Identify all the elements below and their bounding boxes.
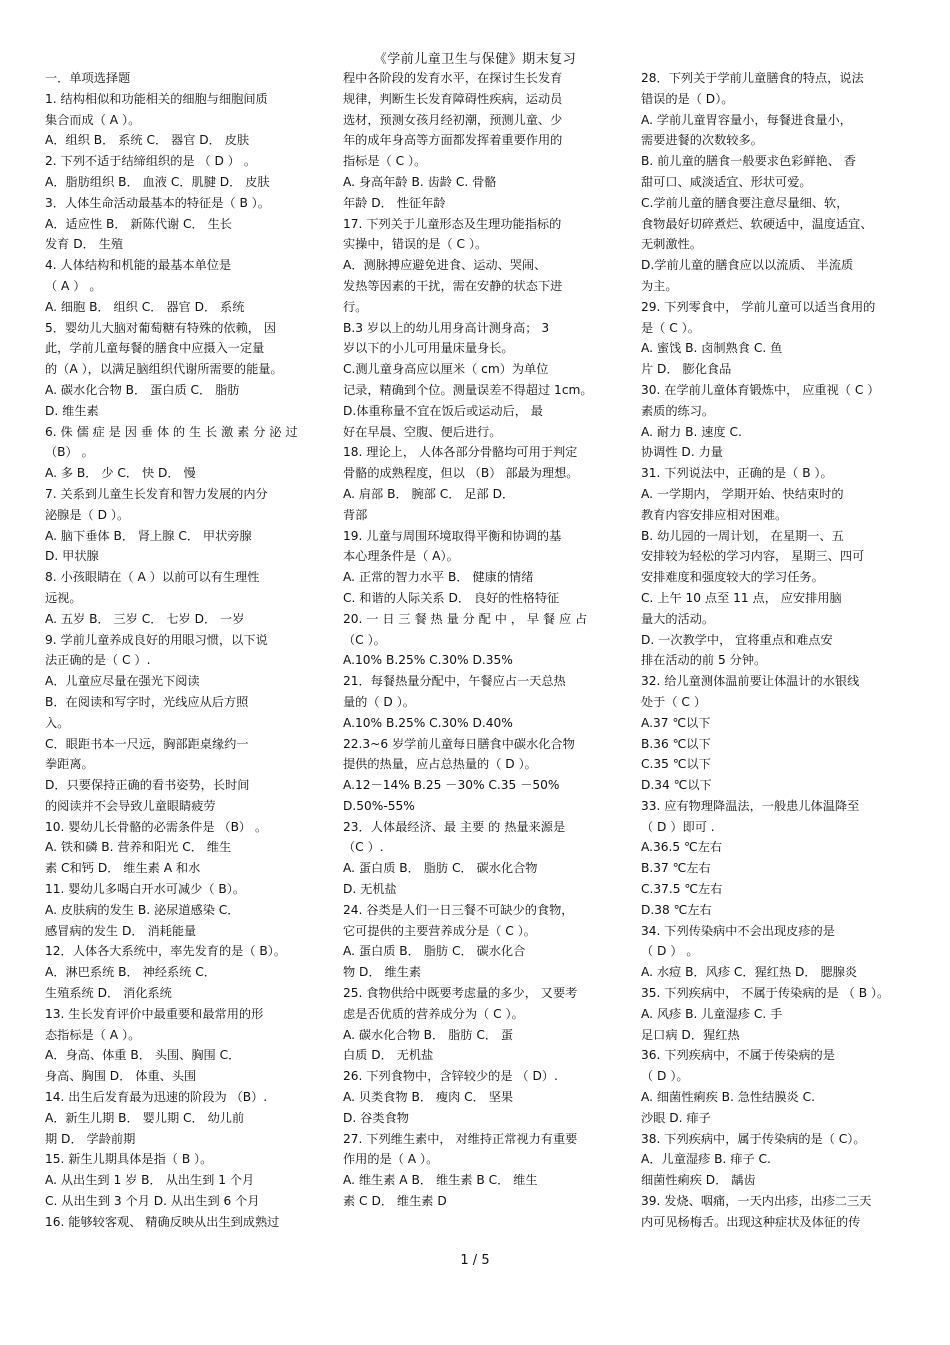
text-line: A. 维生素 A B． 维生素 B C． 维生: [343, 1173, 538, 1188]
text-line: A．身高、体重 B． 头围、胸围 C．: [45, 1048, 241, 1063]
text-line: 年龄 D． 性征年龄: [343, 195, 446, 210]
text-line: 发育 D． 生殖: [45, 237, 124, 252]
text-line: 量大的活动。: [641, 611, 715, 626]
text-line: D.34 ℃以下: [641, 778, 712, 793]
text-line: A. 细胞 B． 组织 C． 器官 D． 系统: [45, 299, 245, 314]
text-line: 2. 下列不适于结缔组织的是 （ D ） 。: [45, 154, 257, 169]
text-line: 的（A ），以满足脑组织代谢所需要的能量。: [45, 362, 283, 377]
text-line: 态指标是（ A ）。: [45, 1027, 141, 1042]
text-line: 31. 下列说法中，正确的是（ B ）。: [641, 466, 833, 481]
text-line: 足口病 D．猩红热: [641, 1027, 740, 1042]
text-line: A. 细菌性痢疾 B. 急性结膜炎 C.: [641, 1090, 815, 1105]
text-line: 素 C和钙 D． 维生素 A 和水: [45, 861, 201, 876]
text-line: D. 维生素: [45, 403, 99, 418]
text-line: 20. 一 日 三 餐 热 量 分 配 中 ， 早 餐 应 占: [343, 611, 588, 626]
text-line: 24. 谷类是人们一日三餐不可缺少的食物，: [343, 902, 574, 917]
page-number: 1 / 5: [460, 1253, 490, 1268]
text-line: 13. 生长发育评价中最重要和最常用的形: [45, 1006, 264, 1021]
text-line: 发热等因素的干扰，需在安静的状态下进: [343, 278, 563, 293]
text-line: D.50%-55%: [343, 798, 415, 813]
text-line: （C ）.: [343, 840, 384, 855]
text-line: D. 一次教学中， 宜将重点和难点安: [641, 632, 833, 647]
text-line: A. 正常的智力水平 B． 健康的情绪: [343, 570, 534, 585]
text-line: 作用的是（ A ）。: [343, 1152, 439, 1167]
text-line: C．眼距书本一尺远，胸部距桌缘约一: [45, 736, 249, 751]
text-line: （B） 。: [45, 445, 94, 460]
text-line: A. 学前儿童胃容量小，每餐进食量小，: [641, 112, 852, 127]
text-line: B.37 ℃左右: [641, 861, 711, 876]
text-line: A.37 ℃以下: [641, 715, 711, 730]
text-line: B.36 ℃以下: [641, 736, 711, 751]
text-line: 期 D． 学龄前期: [45, 1131, 136, 1146]
text-line: 的阅读并不会导致儿童眼睛疲劳: [45, 798, 216, 813]
text-line: 26. 下列食物中，含锌较少的是 （ D）.: [343, 1069, 558, 1084]
text-line: A．儿童应尽量在强光下阅读: [45, 674, 200, 689]
text-line: B. 前儿童的膳食一般要求色彩鲜艳、 香: [641, 154, 856, 169]
text-line: D. 甲状腺: [45, 549, 99, 564]
text-line: 量的（ D ）。: [343, 694, 415, 709]
text-line: 28．下列关于学前儿童膳食的特点，说法: [641, 71, 864, 85]
text-line: A. 蜜饯 B. 卤制熟食 C. 鱼: [641, 341, 783, 356]
text-line: 生殖系统 D． 消化系统: [45, 986, 172, 1001]
text-line: 白质 D． 无机盐: [343, 1048, 434, 1063]
text-line: 拳距离。: [45, 757, 94, 772]
text-line: 虑是否优质的营养成分为（ C ）。: [343, 1006, 524, 1021]
text-line: 好在早晨、空腹、便后进行。: [343, 424, 502, 439]
text-line: B. 幼儿园的一周计划， 在星期一、五: [641, 528, 844, 543]
text-line: 甜可口、咸淡适宜、形状可爱。: [641, 174, 812, 189]
text-line: A.10% B.25% C.30% D.35%: [343, 653, 513, 668]
column-1: [45, 68, 313, 1233]
text-line: 泌腺是（ D ）。: [45, 507, 130, 522]
text-line: A.36.5 ℃左右: [641, 840, 723, 855]
text-line: 排在活动的前 5 分钟。: [641, 653, 767, 668]
text-line: 4. 人体结构和机能的最基本单位是: [45, 258, 232, 273]
text-line: 远视。: [45, 590, 82, 605]
text-line: 39. 发烧、咽痛，一天内出疹，出疹二三天: [641, 1194, 872, 1209]
text-line: 教育内容安排应相对困难。: [641, 507, 788, 522]
text-line: 32. 给儿童测体温前要让体温计的水银线: [641, 674, 860, 689]
text-line: 程中各阶段的发育水平，在探讨生长发育: [343, 71, 563, 85]
text-line: （ D ）。: [641, 1069, 689, 1084]
text-line: 片 D． 膨化食品: [641, 362, 732, 377]
text-line: A. 从出生到 1 岁 B． 从出生到 1 个月: [45, 1173, 255, 1188]
text-line: 本心理条件是（ A）。: [343, 549, 459, 564]
text-line: 无刺激性。: [641, 237, 702, 252]
text-line: 年的成年身高等方面都发挥着重要作用的: [343, 133, 563, 148]
text-line: A. 水痘 B．风疹 C．猩红热 D． 腮腺炎: [641, 965, 858, 980]
text-line: 素质的练习。: [641, 403, 715, 418]
text-line: 16. 能够较客观、 精确反映从出生到成熟过: [45, 1214, 280, 1229]
text-line: 1. 结构相似和功能相关的细胞与细胞间质: [45, 91, 268, 106]
text-line: A．儿童湿疹 B. 痱子 C.: [641, 1152, 771, 1167]
text-line: A. 耐力 B. 速度 C.: [641, 424, 742, 439]
text-line: A.10% B.25% C.30% D.40%: [343, 715, 513, 730]
text-line: 安排难度和强度较大的学习任务。: [641, 570, 824, 585]
text-line: 背部: [343, 507, 368, 522]
text-line: C. 上午 10 点至 11 点， 应安排用脑: [641, 590, 842, 605]
text-line: A. 皮肤病的发生 B. 泌尿道感染 C．: [45, 902, 240, 917]
column-2: [343, 68, 611, 1212]
text-line: A. 蛋白质 B． 脂肪 C． 碳水化合物: [343, 861, 538, 876]
text-line: A．新生儿期 B． 婴儿期 C． 幼儿前: [45, 1110, 245, 1125]
text-line: C. 从出生到 3 个月 D. 从出生到 6 个月: [45, 1194, 260, 1209]
page-title: 《学前儿童卫生与保健》期末复习: [373, 52, 577, 67]
text-line: C.学前儿童的膳食要注意尽量细、软，: [641, 195, 849, 210]
text-line: 14. 出生后发育最为迅速的阶段为 （B）.: [45, 1090, 268, 1105]
text-line: D.38 ℃左右: [641, 902, 712, 917]
text-line: A. 脑下垂体 B． 肾上腺 C． 甲状旁腺: [45, 528, 252, 543]
text-line: （ D ）即可 .: [641, 819, 715, 834]
text-line: A．脂肪组织 B． 血液 C．肌腱 D． 皮肤: [45, 174, 270, 189]
text-line: 入。: [45, 715, 70, 730]
text-line: 骨骼的成熟程度，但以 （B） 部最为理想。: [343, 466, 579, 481]
text-line: 8. 小孩眼睛在（ A ）以前可以有生理性: [45, 570, 260, 585]
text-line: 素 C D． 维生素 D: [343, 1194, 447, 1209]
text-line: C.37.5 ℃左右: [641, 882, 723, 897]
text-line: D.体重称量不宜在饭后或运动后， 最: [343, 403, 543, 418]
text-line: 38. 下列疾病中，属于传染病的是（ C）。: [641, 1131, 866, 1146]
text-line: 一．单项选择题: [45, 71, 131, 85]
text-line: D．只要保持正确的看书姿势，长时间: [45, 778, 250, 793]
text-line: 沙眼 D. 痱子: [641, 1110, 711, 1125]
text-line: A. 一学期内， 学期开始、快结束时的: [641, 486, 844, 501]
text-line: 19. 儿童与周围环境取得平衡和协调的基: [343, 528, 562, 543]
text-line: A．组织 B． 系统 C． 器官 D． 皮肤: [45, 133, 250, 148]
text-line: A．测脉搏应避免进食、运动、哭闹、: [343, 258, 547, 273]
text-line: 内可见杨梅舌。出现这种症状及体征的传: [641, 1214, 861, 1229]
text-line: 12．人体各大系统中，率先发育的是（ B）。: [45, 944, 287, 959]
text-line: A. 多 B． 少 C． 快 D． 慢: [45, 466, 196, 481]
text-line: 10. 婴幼儿长骨骼的必需条件是 （B） 。: [45, 819, 268, 834]
text-line: A. 碳水化合物 B． 蛋白质 C． 脂肪: [45, 382, 240, 397]
text-line: C.35 ℃以下: [641, 757, 711, 772]
text-line: A．淋巴系统 B． 神经系统 C．: [45, 965, 216, 980]
text-line: 物 D． 维生素: [343, 965, 422, 980]
text-line: 安排较为轻松的学习内容， 星期三、四可: [641, 549, 865, 564]
text-line: B.3 岁以上的幼儿用身高计测身高； 3: [343, 320, 550, 335]
text-line: B．在阅读和写字时，光线应从后方照: [45, 694, 249, 709]
text-line: 细菌性痢疾 D． 龋齿: [641, 1173, 756, 1188]
text-line: 规律，判断生长发育障碍性疾病，运动员: [343, 91, 563, 106]
text-line: A. 身高年龄 B. 齿龄 C. 骨骼: [343, 174, 497, 189]
text-line: A.12－14% B.25 －30% C.35 －50%: [343, 778, 560, 793]
text-line: C. 和谐的人际关系 D． 良好的性格特征: [343, 590, 560, 605]
text-line: 处于（ C ）: [641, 694, 707, 709]
text-line: 5．婴幼儿大脑对葡萄糖有特殊的依赖， 因: [45, 320, 277, 335]
text-line: 食物最好切碎煮烂、软硬适中，温度适宜、: [641, 216, 873, 231]
text-line: 35. 下列疾病中， 不属于传染病的是 （ B ）。: [641, 986, 890, 1001]
text-line: 15. 新生儿期具体是指（ B ）。: [45, 1152, 213, 1167]
text-line: A. 风疹 B. 儿童湿疹 C. 手: [641, 1006, 783, 1021]
text-line: 34. 下列传染病中不会出现皮疹的是: [641, 923, 835, 938]
text-line: 协调性 D. 力量: [641, 445, 723, 460]
text-line: 指标是（ C ）。: [343, 154, 427, 169]
text-line: 行。: [343, 299, 368, 314]
text-line: D.学前儿童的膳食应以以流质、 半流质: [641, 258, 854, 273]
text-line: 错误的是（ D）。: [641, 91, 734, 106]
text-line: A. 铁和磷 B. 营养和阳光 C． 维生: [45, 840, 232, 855]
text-line: 为主。: [641, 278, 678, 293]
text-line: 实操中，错误的是（ C ）。: [343, 237, 488, 252]
text-line: 36. 下列疾病中，不属于传染病的是: [641, 1048, 835, 1063]
text-line: 感冒病的发生 D． 消耗能量: [45, 923, 197, 938]
text-line: C.测儿童身高应以厘米（ cm）为单位: [343, 362, 549, 377]
text-line: （C ）。: [343, 632, 386, 647]
text-line: 法正确的是（ C ）.: [45, 653, 151, 668]
text-line: A. 贝类食物 B． 瘦肉 C． 坚果: [343, 1090, 514, 1105]
text-line: D. 谷类食物: [343, 1110, 409, 1125]
text-line: 27. 下列维生素中， 对维持正常视力有重要: [343, 1131, 578, 1146]
text-line: A．适应性 B． 新陈代谢 C． 生长: [45, 216, 232, 231]
text-line: 岁以下的小儿可用量床量身长。: [343, 341, 514, 356]
text-line: 3．人体生命活动最基本的特征是（ B ）。: [45, 195, 270, 210]
text-line: （ D ） 。: [641, 944, 699, 959]
text-line: 17. 下列关于儿童形态及生理功能指标的: [343, 216, 562, 231]
text-line: 集合而成（ A ）。: [45, 112, 141, 127]
text-line: A. 五岁 B． 三岁 C． 七岁 D． 一岁: [45, 611, 245, 626]
text-line: 11. 婴幼儿多喝白开水可减少（ B）。: [45, 882, 246, 897]
text-line: 它可提供的主要营养成分是（ C ）。: [343, 923, 536, 938]
text-line: 21．每餐热量分配中，午餐应占一天总热: [343, 674, 566, 689]
text-line: 6. 侏 儒 症 是 因 垂 体 的 生 长 激 素 分 泌 过: [45, 424, 298, 439]
text-line: 9. 学前儿童养成良好的用眼习惯，以下说: [45, 632, 268, 647]
text-line: A. 肩部 B． 腕部 C． 足部 D．: [343, 486, 515, 501]
column-3: [641, 68, 909, 1233]
text-line: 22.3~6 岁学前儿童每日膳食中碳水化合物: [343, 736, 575, 751]
text-line: A. 蛋白质 B． 脂肪 C． 碳水化合: [343, 944, 526, 959]
text-line: A. 碳水化合物 B． 脂肪 C． 蛋: [343, 1027, 514, 1042]
text-line: 提供的热量，应占总热量的（ D ）。: [343, 757, 537, 772]
text-line: D. 无机盐: [343, 882, 397, 897]
text-line: 25. 食物供给中既要考虑量的多少， 又要考: [343, 986, 578, 1001]
text-line: 7. 关系到儿童生长发育和智力发展的内分: [45, 486, 268, 501]
text-line: 此，学前儿童每餐的膳食中应摄入一定量: [45, 341, 265, 356]
text-line: 记录，精确到个位。测量误差不得超过 1cm。: [343, 382, 593, 397]
text-line: 30. 在学前儿童体育锻炼中， 应重视（ C ）: [641, 382, 880, 397]
text-line: 33. 应有物理降温法，一般患儿体温降至: [641, 798, 860, 813]
text-line: 18. 理论上， 人体各部分骨骼均可用于判定: [343, 445, 578, 460]
text-line: 23．人体最经济、最 主要 的 热量来源是: [343, 819, 566, 834]
text-line: 身高、胸围 D． 体重、头围: [45, 1069, 197, 1084]
text-line: 29. 下列零食中， 学前儿童可以适当食用的: [641, 299, 876, 314]
text-line: 是（ C ）。: [641, 320, 700, 335]
text-line: 需要进餐的次数较多。: [641, 133, 763, 148]
text-line: （ A ） 。: [45, 278, 102, 293]
text-line: 选材，预测女孩月经初潮，预测儿童、少: [343, 112, 563, 127]
